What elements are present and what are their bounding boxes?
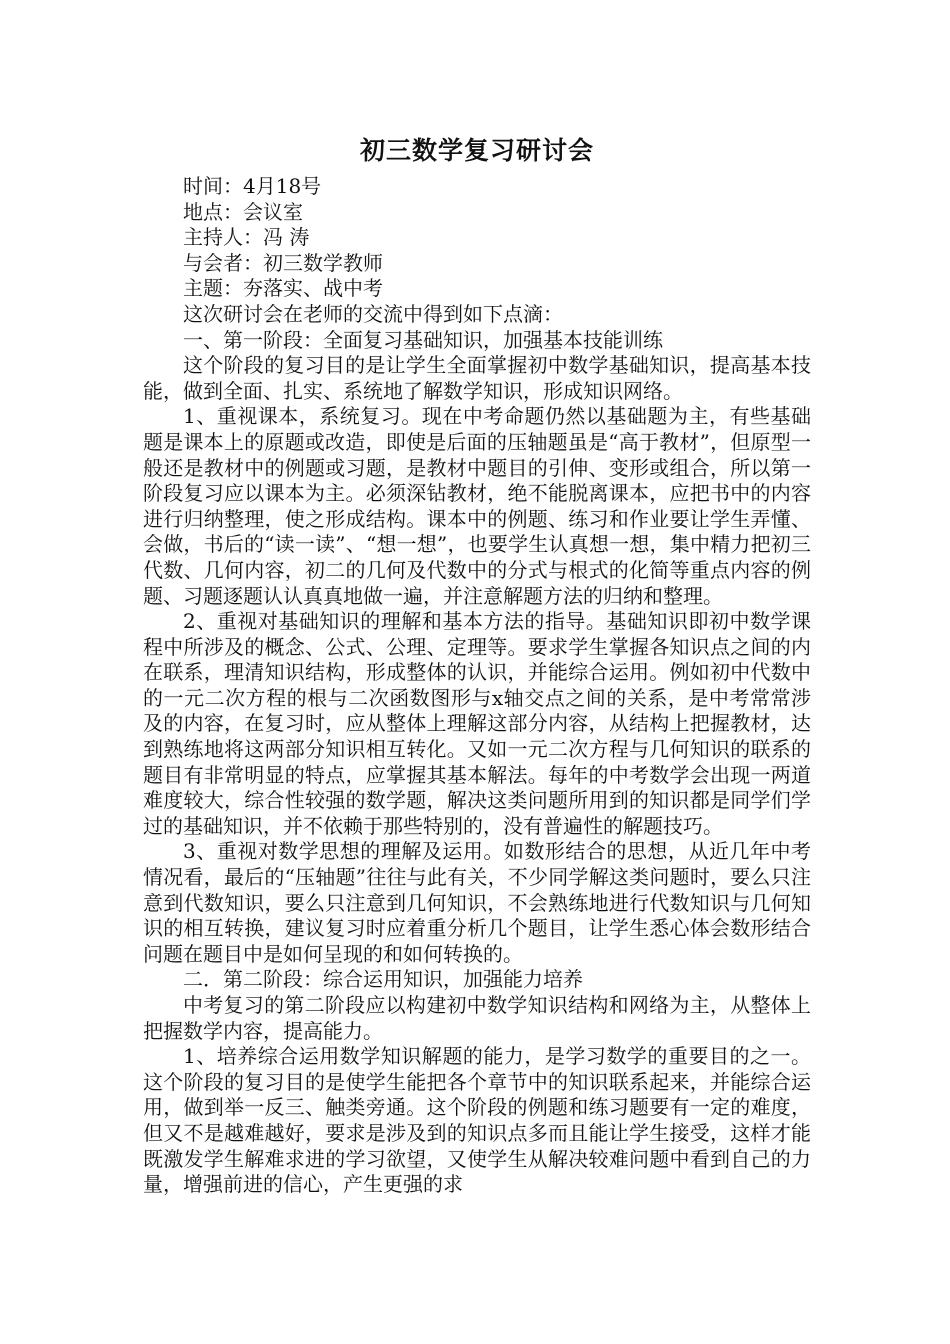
- meta-theme: 主题：夯落实、战中考: [183, 276, 383, 301]
- meta-place: 地点：会议室: [183, 199, 303, 224]
- section-heading: 一、第一阶段：全面复习基础知识，加强基本技能训练: [183, 327, 663, 352]
- paragraph: 1、重视课本，系统复习。现在中考命题仍然以基础题为主，有些基础题是课本上的原题或改造，即使是后面的压轴题虽是“高于教材”，但原型一般还是教材中的例题或习题，是教材中题目的引伸、变形或组合，所以第一阶段复习应以课本为主。必须深钻教材，绝不能脱离课本，应把书中的内容进行归纳整理，使之形成结构。课本中的例题、练习和作业要让学生弄懂、会做，书后的“读一读”、“想一想”，也要学生认真想一想，集中精力把初三代数、几何内容，初二的几何及代数中的分式与根式的化简等重点内容的例题、习题逐题认认真真地做一遍，并注意解题方法的归纳和整理。: [143, 404, 811, 608]
- intro-text: 这次研讨会在老师的交流中得到如下点滴：: [183, 301, 563, 326]
- paragraph: 中考复习的第二阶段应以构建初中数学知识结构和网络为主，从整体上把握数学内容，提高能力。: [143, 993, 811, 1043]
- meta-time: 时间：4月18号: [183, 174, 322, 198]
- document-page: [143, 128, 811, 1198]
- document-title: 初三数学复习研讨会: [359, 136, 594, 165]
- meta-attendees: 与会者：初三数学教师: [183, 250, 383, 275]
- section-heading: 二．第二阶段：综合运用知识，加强能力培养: [183, 967, 583, 992]
- paragraph: 这个阶段的复习目的是让学生全面掌握初中数学基础知识，提高基本技能，做到全面、扎实、系统地了解数学知识，形成知识网络。: [143, 353, 811, 403]
- paragraph: 3、重视对数学思想的理解及运用。如数形结合的思想，从近几年中考情况看，最后的“压轴题”往往与此有关，不少同学解这类问题时，要么只注意到代数知识，要么只注意到几何知识，不会熟练地进行代数知识与几何知识的相互转换，建议复习时应着重分析几个题目，让学生悉心体会数形结合问题在题目中是如何呈现的和如何转换的。: [143, 839, 811, 966]
- paragraph: 2、重视对基础知识的理解和基本方法的指导。基础知识即初中数学课程中所涉及的概念、公式、公理、定理等。要求学生掌握各知识点之间的内在联系，理清知识结构，形成整体的认识，并能综合运用。例如初中代数中的一元二次方程的根与二次函数图形与x轴交点之间的关系，是中考常常涉及的内容，在复习时，应从整体上理解这部分内容，从结构上把握教材，达到熟练地将这两部分知识相互转化。又如一元二次方程与几何知识的联系的题目有非常明显的特点，应掌握其基本解法。每年的中考数学会出现一两道难度较大，综合性较强的数学题，解决这类问题所用到的知识都是同学们学过的基础知识，并不依赖于那些特别的，没有普遍性的解题技巧。: [143, 609, 811, 838]
- meta-host: 主持人：冯 涛: [183, 225, 310, 250]
- paragraph: 1、培养综合运用数学知识解题的能力，是学习数学的重要目的之一。这个阶段的复习目的是使学生能把各个章节中的知识联系起来，并能综合运用，做到举一反三、触类旁通。这个阶段的例题和练习题要有一定的难度，但又不是越难越好，要求是涉及到的知识点多而且能让学生接受，这样才能既激发学生解难求进的学习欲望，又使学生从解决较难问题中看到自己的力量，增强前进的信心，产生更强的求: [143, 1044, 811, 1197]
